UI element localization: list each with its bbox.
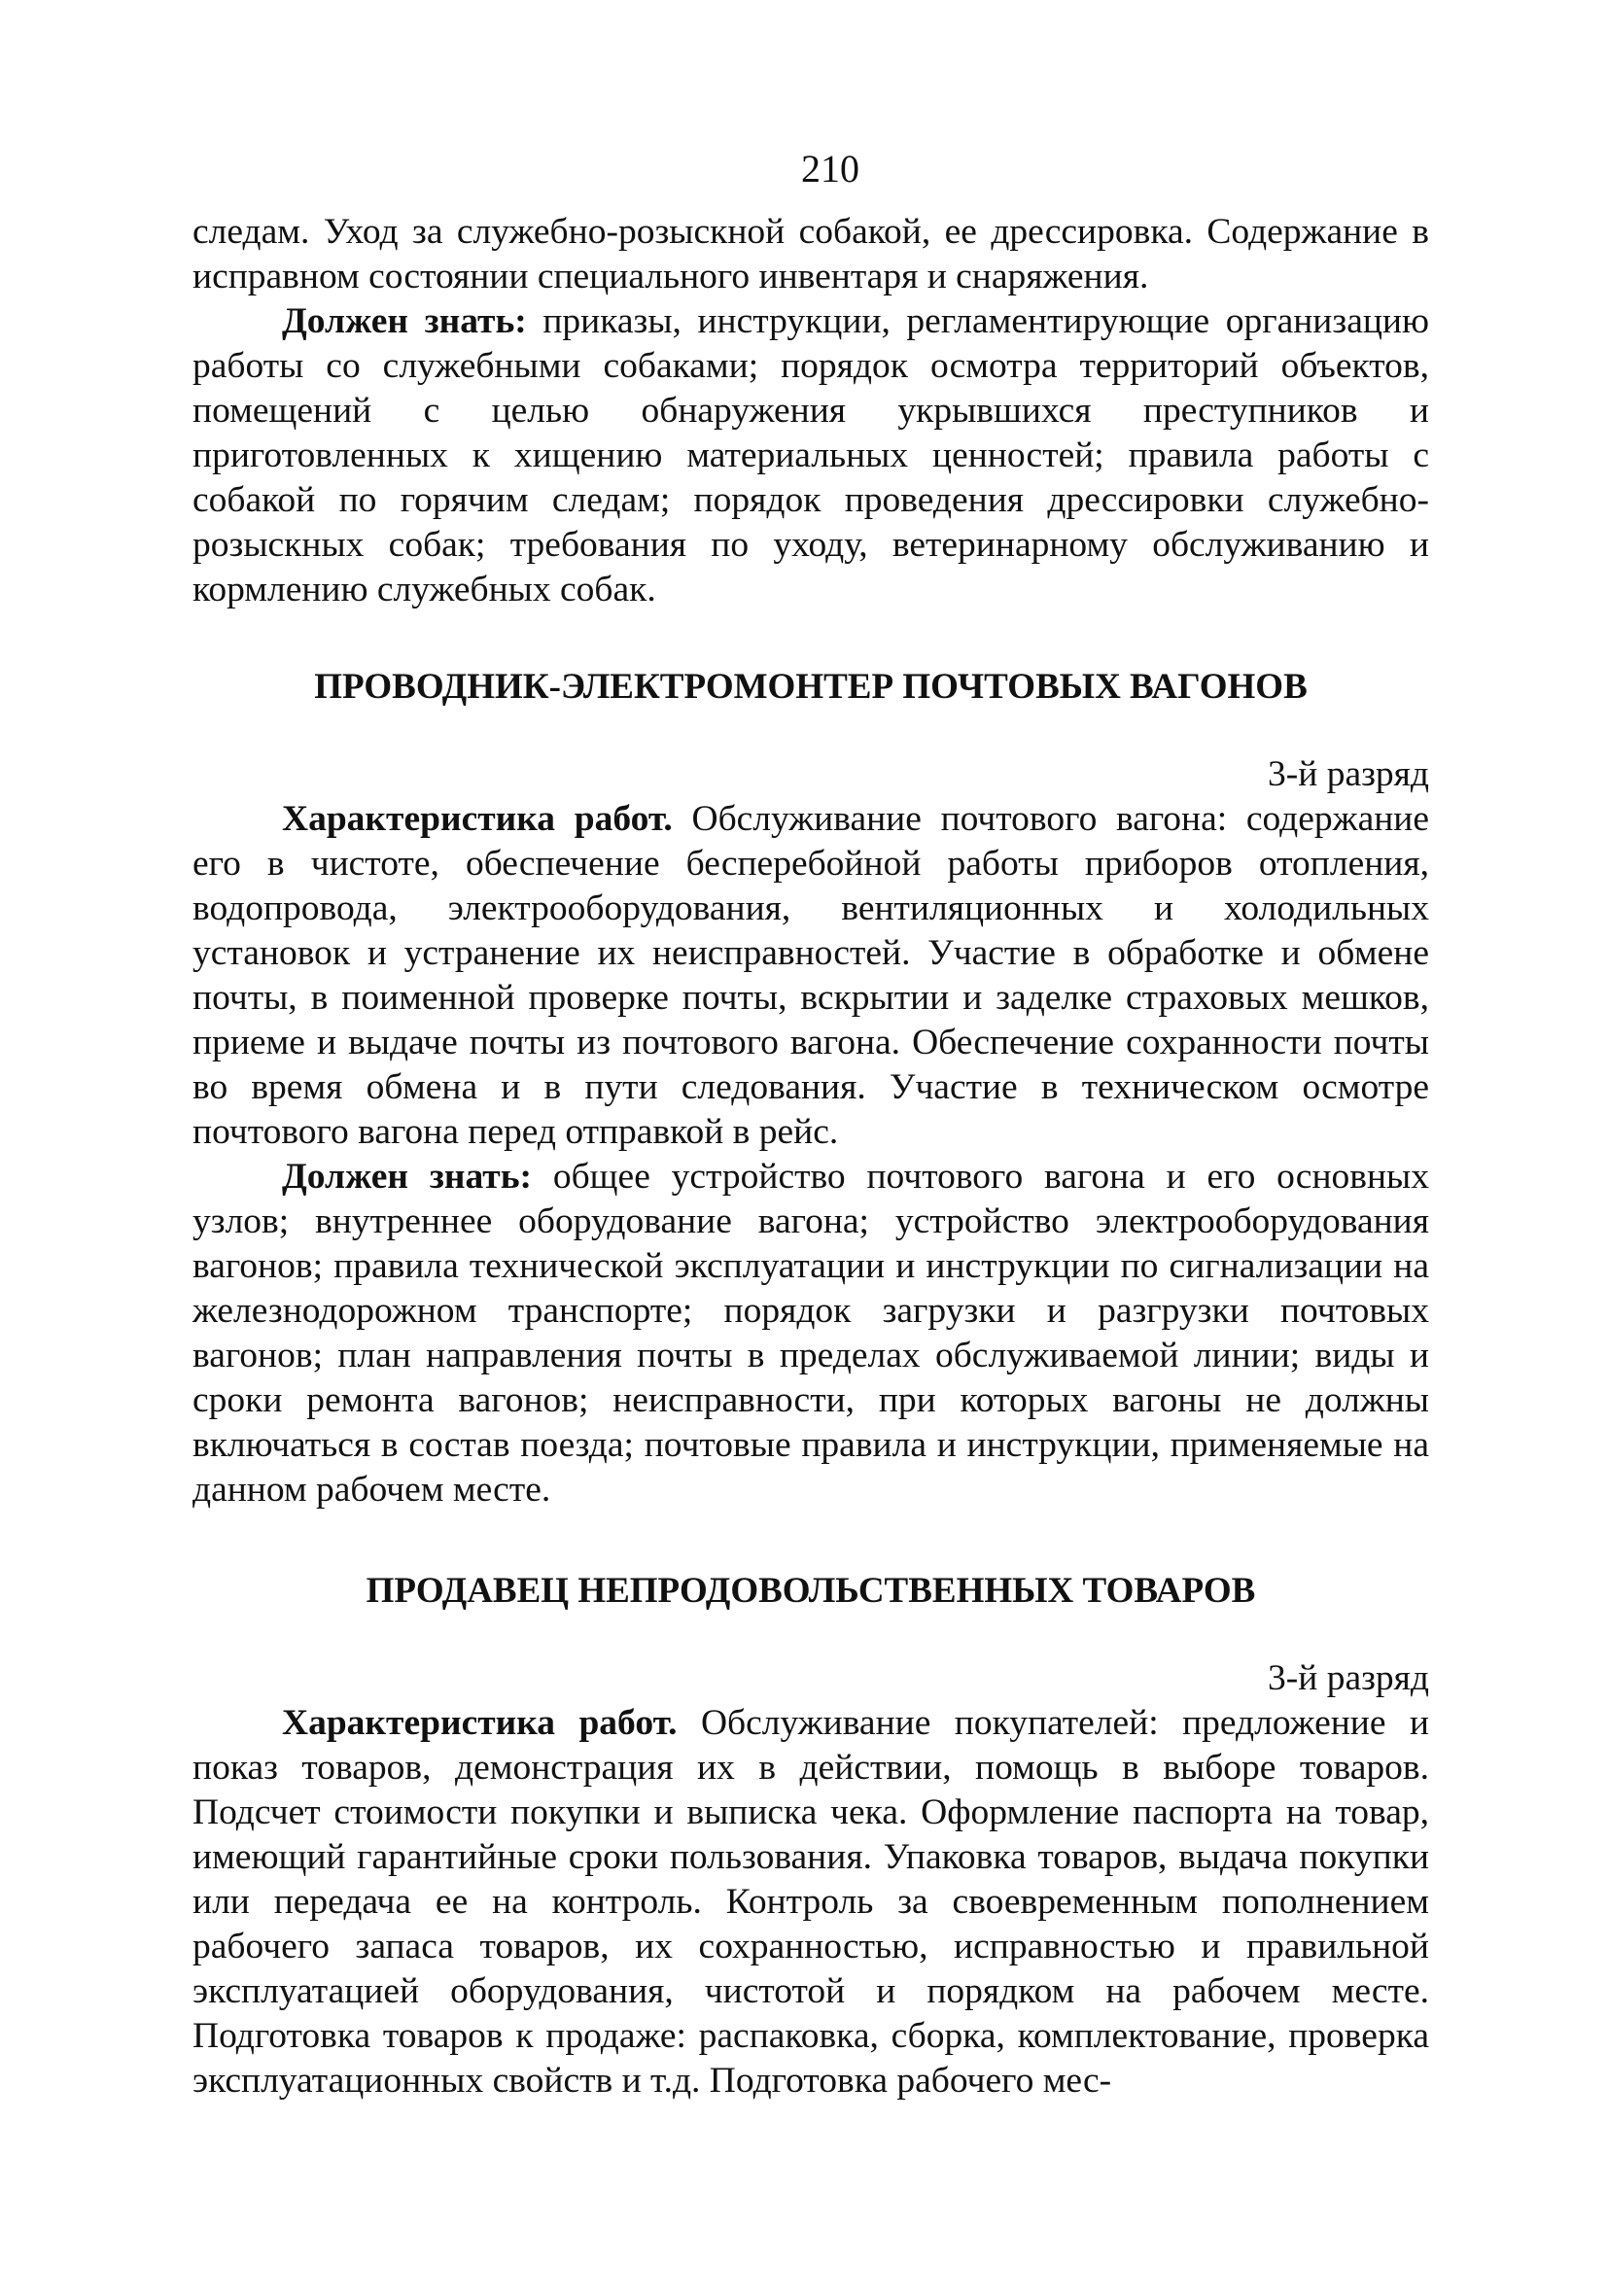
knowledge-lead: Должен знать: xyxy=(282,1157,533,1197)
characteristics-lead: Характеристика работ. xyxy=(282,799,673,839)
section-title-seller: ПРОДАВЕЦ НЕПРОДОВОЛЬСТВЕННЫХ ТОВАРОВ xyxy=(366,1571,1256,1611)
characteristics-paragraph xyxy=(192,797,1429,1155)
page-number: 210 xyxy=(801,147,859,191)
characteristics-text: Обслуживание почтового вагона: содержание его в чистоте, обеспечение бесперебойной работы приборов отопления, водопровода, электрооборудования, вентиляционных и холодильных установок и устранение их неисправностей. Участие в обработке и обмене почты, в поименной проверке почты, вскрытии и заделке страховых мешков, приеме и выдаче почты из почтового вагона. Обеспечение сохранности почты во время обмена и в пути следования. Участие в техническом осмотре почтового вагона перед отправкой в рейс. xyxy=(192,799,1429,1152)
knowledge-text: приказы, инструкции, регламентирующие организацию работы со служебными собаками; порядок осмотра территорий объектов, помещений с целью обнаружения укрывшихся преступников и приготовленных к хищению материальных ценностей; правила работы с собакой по горячим следам; порядок проведения дрессировки служебно-розыскных собак; требования по уходу, ветеринарному обслуживанию и кормлению служебных собак. xyxy=(192,301,1429,609)
document-page xyxy=(192,146,1429,2104)
grade-label: 3-й разряд xyxy=(1268,754,1429,794)
characteristics-text: Обслуживание покупателей: предложение и показ товаров, демонстрация их в действии, помощь в выборе товаров. Подсчет стоимости покупки и выписка чека. Оформление паспорта на товар, имеющий гарантийные сроки пользования. Упаковка товаров, выдача покупки или передача ее на контроль. Контроль за своевременным пополнением рабочего запаса товаров, их сохранностью, исправностью и правильной эксплуатацией оборудования, чистотой и порядком на рабочем месте. Подготовка товаров к продаже: распаковка, сборка, комплектование, проверка эксплуатационных свойств и т.д. Подготовка рабочего мес- xyxy=(192,1703,1429,2101)
section-title-conductor: ПРОВОДНИК-ЭЛЕКТРОМОНТЕР ПОЧТОВЫХ ВАГОНОВ xyxy=(314,667,1308,707)
grade-label: 3-й разряд xyxy=(1268,1658,1429,1698)
knowledge-text: общее устройство почтового вагона и его основных узлов; внутреннее оборудование вагона; устройство электрооборудования вагонов; правила технической эксплуатации и инструкции по сигнализации на железнодорожном транспорте; порядок загрузки и разгрузки почтовых вагонов; план направления почты в пределах обслуживаемой линии; виды и сроки ремонта вагонов; неисправности, при которых вагоны не должны включаться в состав поезда; почтовые правила и инструкции, применяемые на данном рабочем месте. xyxy=(192,1157,1429,1510)
knowledge-paragraph xyxy=(192,1155,1429,1513)
intro-paragraph: следам. Уход за служебно-розыскной собакой, ее дрессировка. Содержание в исправном состоянии специального инвентаря и снаряжения. xyxy=(192,212,1429,296)
characteristics-paragraph xyxy=(192,1701,1429,2104)
intro-knowledge-paragraph xyxy=(192,299,1429,612)
characteristics-lead: Характеристика работ. xyxy=(282,1703,678,1743)
knowledge-lead: Должен знать: xyxy=(282,301,527,341)
